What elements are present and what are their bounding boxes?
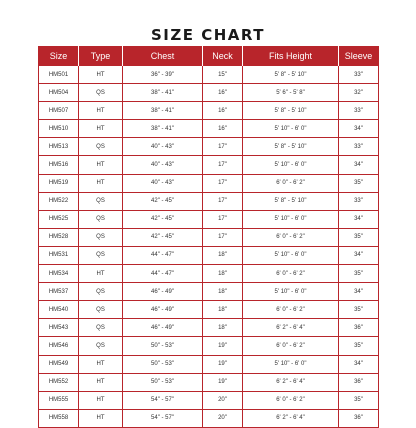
table-row	[39, 102, 379, 120]
header-size: Size	[39, 46, 79, 66]
fits-height-cell: 6' 0" - 6' 2"	[243, 174, 339, 192]
type-cell: HT	[79, 373, 123, 391]
chest-cell: 42" - 45"	[123, 210, 203, 228]
type-cell: HT	[79, 102, 123, 120]
chest-cell: 36" - 39"	[123, 66, 203, 84]
chest-cell: 40" - 43"	[123, 138, 203, 156]
sleeve-cell: 34"	[339, 246, 379, 264]
sleeve-cell: 36"	[339, 319, 379, 337]
size-cell: HM525	[39, 210, 79, 228]
table-row	[39, 84, 379, 102]
size-cell: HM519	[39, 174, 79, 192]
neck-cell: 17"	[203, 228, 243, 246]
neck-cell: 20"	[203, 391, 243, 409]
neck-cell: 18"	[203, 319, 243, 337]
type-cell: HT	[79, 66, 123, 84]
sleeve-cell: 33"	[339, 192, 379, 210]
type-cell: HT	[79, 265, 123, 283]
size-cell: HM510	[39, 120, 79, 138]
fits-height-cell: 5' 6" - 5' 8"	[243, 84, 339, 102]
chest-cell: 42" - 45"	[123, 192, 203, 210]
type-cell: QS	[79, 228, 123, 246]
fits-height-cell: 6' 0" - 6' 2"	[243, 228, 339, 246]
type-cell: QS	[79, 192, 123, 210]
size-cell: HM549	[39, 355, 79, 373]
size-cell: HM504	[39, 84, 79, 102]
fits-height-cell: 5' 10" - 6' 0"	[243, 355, 339, 373]
fits-height-cell: 5' 10" - 6' 0"	[243, 283, 339, 301]
neck-cell: 16"	[203, 102, 243, 120]
size-cell: HM558	[39, 409, 79, 427]
sleeve-cell: 32"	[339, 84, 379, 102]
fits-height-cell: 5' 10" - 6' 0"	[243, 210, 339, 228]
neck-cell: 19"	[203, 373, 243, 391]
size-cell: HM528	[39, 228, 79, 246]
type-cell: HT	[79, 174, 123, 192]
neck-cell: 15"	[203, 66, 243, 84]
chest-cell: 46" - 49"	[123, 301, 203, 319]
size-cell: HM552	[39, 373, 79, 391]
chest-cell: 50" - 53"	[123, 355, 203, 373]
header-fits-height: Fits Height	[243, 46, 339, 66]
neck-cell: 19"	[203, 355, 243, 373]
table-row	[39, 174, 379, 192]
chest-cell: 44" - 47"	[123, 246, 203, 264]
chest-cell: 54" - 57"	[123, 409, 203, 427]
chest-cell: 46" - 49"	[123, 319, 203, 337]
fits-height-cell: 6' 0" - 6' 2"	[243, 337, 339, 355]
type-cell: HT	[79, 120, 123, 138]
neck-cell: 17"	[203, 138, 243, 156]
table-row	[39, 301, 379, 319]
neck-cell: 19"	[203, 337, 243, 355]
sleeve-cell: 35"	[339, 301, 379, 319]
type-cell: QS	[79, 301, 123, 319]
sleeve-cell: 34"	[339, 355, 379, 373]
chest-cell: 54" - 57"	[123, 391, 203, 409]
chest-cell: 38" - 41"	[123, 120, 203, 138]
neck-cell: 17"	[203, 174, 243, 192]
fits-height-cell: 5' 10" - 6' 0"	[243, 120, 339, 138]
chest-cell: 38" - 41"	[123, 102, 203, 120]
type-cell: HT	[79, 391, 123, 409]
table-row	[39, 192, 379, 210]
size-cell: HM555	[39, 391, 79, 409]
fits-height-cell: 6' 2" - 6' 4"	[243, 409, 339, 427]
chest-cell: 40" - 43"	[123, 156, 203, 174]
page-title: SIZE CHART	[150, 26, 265, 44]
table-row	[39, 265, 379, 283]
type-cell: QS	[79, 246, 123, 264]
size-cell: HM534	[39, 265, 79, 283]
neck-cell: 16"	[203, 84, 243, 102]
header-type: Type	[79, 46, 123, 66]
type-cell: QS	[79, 138, 123, 156]
table-row	[39, 210, 379, 228]
table-row	[39, 246, 379, 264]
fits-height-cell: 6' 0" - 6' 2"	[243, 301, 339, 319]
header-sleeve: Sleeve	[339, 46, 379, 66]
table-row	[39, 283, 379, 301]
sleeve-cell: 35"	[339, 174, 379, 192]
size-cell: HM546	[39, 337, 79, 355]
sleeve-cell: 34"	[339, 120, 379, 138]
type-cell: QS	[79, 283, 123, 301]
type-cell: QS	[79, 319, 123, 337]
fits-height-cell: 6' 0" - 6' 2"	[243, 265, 339, 283]
size-cell: HM522	[39, 192, 79, 210]
sleeve-cell: 35"	[339, 228, 379, 246]
header-row	[39, 46, 379, 66]
table-row	[39, 337, 379, 355]
size-cell: HM531	[39, 246, 79, 264]
fits-height-cell: 5' 8" - 5' 10"	[243, 192, 339, 210]
fits-height-cell: 5' 10" - 6' 0"	[243, 156, 339, 174]
sleeve-cell: 35"	[339, 265, 379, 283]
chest-cell: 50" - 53"	[123, 337, 203, 355]
fits-height-cell: 5' 10" - 6' 0"	[243, 246, 339, 264]
chest-cell: 44" - 47"	[123, 265, 203, 283]
type-cell: HT	[79, 355, 123, 373]
sleeve-cell: 35"	[339, 391, 379, 409]
table-row	[39, 355, 379, 373]
type-cell: QS	[79, 84, 123, 102]
neck-cell: 18"	[203, 265, 243, 283]
chest-cell: 38" - 41"	[123, 84, 203, 102]
neck-cell: 18"	[203, 283, 243, 301]
fits-height-cell: 6' 2" - 6' 4"	[243, 319, 339, 337]
type-cell: QS	[79, 337, 123, 355]
sleeve-cell: 36"	[339, 373, 379, 391]
sleeve-cell: 33"	[339, 66, 379, 84]
chest-cell: 50" - 53"	[123, 373, 203, 391]
table-body	[39, 66, 379, 428]
type-cell: QS	[79, 210, 123, 228]
neck-cell: 16"	[203, 120, 243, 138]
neck-cell: 17"	[203, 156, 243, 174]
neck-cell: 18"	[203, 301, 243, 319]
size-cell: HM501	[39, 66, 79, 84]
size-cell: HM543	[39, 319, 79, 337]
table-row	[39, 391, 379, 409]
sleeve-cell: 35"	[339, 337, 379, 355]
type-cell: HT	[79, 409, 123, 427]
table-header	[39, 46, 379, 66]
sleeve-cell: 33"	[339, 138, 379, 156]
header-neck: Neck	[203, 46, 243, 66]
sleeve-cell: 36"	[339, 409, 379, 427]
sleeve-cell: 34"	[339, 156, 379, 174]
table-row	[39, 138, 379, 156]
size-cell: HM513	[39, 138, 79, 156]
neck-cell: 18"	[203, 246, 243, 264]
sleeve-cell: 33"	[339, 102, 379, 120]
neck-cell: 17"	[203, 210, 243, 228]
fits-height-cell: 5' 8" - 5' 10"	[243, 138, 339, 156]
fits-height-cell: 6' 0" - 6' 2"	[243, 391, 339, 409]
table-row	[39, 156, 379, 174]
size-cell: HM537	[39, 283, 79, 301]
table-row	[39, 409, 379, 427]
size-chart-table	[38, 46, 379, 428]
chest-cell: 40" - 43"	[123, 174, 203, 192]
size-cell: HM507	[39, 102, 79, 120]
table-row	[39, 373, 379, 391]
table-row	[39, 319, 379, 337]
chest-cell: 46" - 49"	[123, 283, 203, 301]
table-row	[39, 66, 379, 84]
size-cell: HM516	[39, 156, 79, 174]
fits-height-cell: 5' 8" - 5' 10"	[243, 66, 339, 84]
sleeve-cell: 34"	[339, 210, 379, 228]
neck-cell: 20"	[203, 409, 243, 427]
neck-cell: 17"	[203, 192, 243, 210]
type-cell: HT	[79, 156, 123, 174]
size-cell: HM540	[39, 301, 79, 319]
fits-height-cell: 5' 8" - 5' 10"	[243, 102, 339, 120]
sleeve-cell: 34"	[339, 283, 379, 301]
chest-cell: 42" - 45"	[123, 228, 203, 246]
header-chest: Chest	[123, 46, 203, 66]
fits-height-cell: 6' 2" - 6' 4"	[243, 373, 339, 391]
table-row	[39, 120, 379, 138]
table-row	[39, 228, 379, 246]
